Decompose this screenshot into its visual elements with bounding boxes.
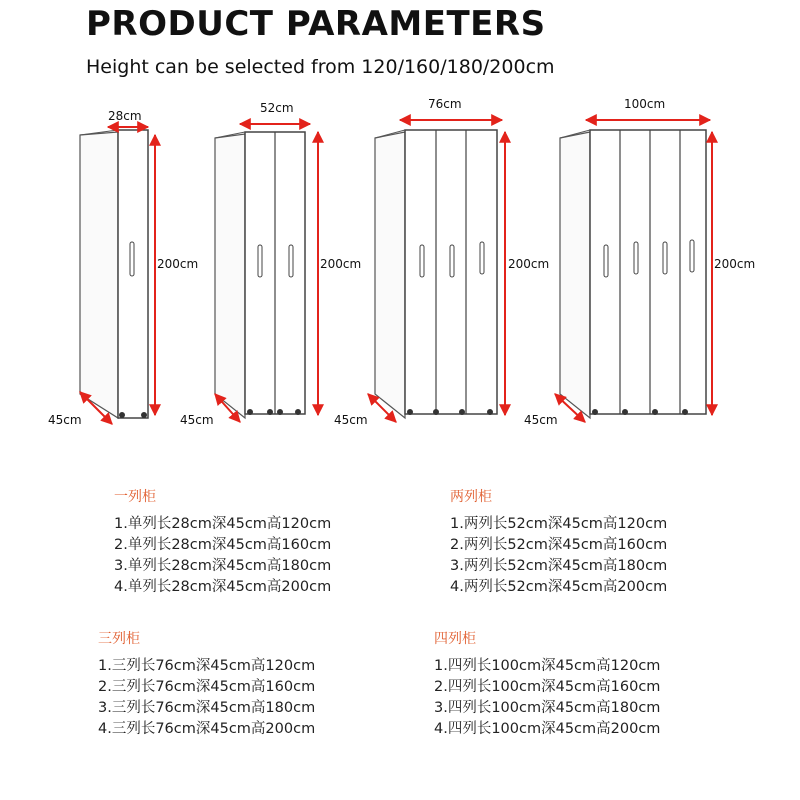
spec-list [114, 514, 331, 598]
spec-line: 1.三列长76cm深45cm高120cm [98, 658, 316, 674]
cabinet-dimensions-diagram [0, 90, 800, 440]
height-label: 200cm [320, 257, 362, 271]
depth-label: 45cm [334, 413, 368, 427]
spec-block-single [114, 486, 331, 598]
width-label: 100cm [624, 97, 666, 111]
spec-list [450, 514, 667, 598]
height-label: 200cm [508, 257, 550, 271]
depth-label: 45cm [180, 413, 214, 427]
spec-line: 1.四列长100cm深45cm高120cm [434, 658, 661, 674]
width-label: 52cm [260, 101, 294, 115]
spec-line: 4.单列长28cm深45cm高200cm [114, 579, 332, 595]
spec-line: 4.三列长76cm深45cm高200cm [98, 721, 316, 737]
depth-label: 45cm [48, 413, 82, 427]
cabinet-single [48, 109, 198, 427]
spec-title: 一列柜 [114, 489, 156, 505]
page-subtitle: Height can be selected from 120/160/180/200cm [86, 56, 555, 78]
page-title: PRODUCT PARAMETERS [86, 4, 546, 44]
spec-line: 4.四列长100cm深45cm高200cm [434, 721, 661, 737]
spec-line: 2.四列长100cm深45cm高160cm [434, 679, 661, 695]
spec-line: 1.单列长28cm深45cm高120cm [114, 516, 332, 532]
spec-line: 3.两列长52cm深45cm高180cm [450, 558, 668, 574]
depth-label: 45cm [524, 413, 558, 427]
spec-line: 3.单列长28cm深45cm高180cm [114, 558, 332, 574]
spec-list [98, 656, 315, 740]
spec-line: 3.四列长100cm深45cm高180cm [434, 700, 661, 716]
height-label: 200cm [714, 257, 756, 271]
spec-title: 三列柜 [98, 631, 140, 647]
spec-title: 两列柜 [450, 489, 492, 505]
spec-block-triple [98, 628, 315, 740]
spec-line: 2.单列长28cm深45cm高160cm [114, 537, 332, 553]
width-label: 76cm [428, 97, 462, 111]
spec-line: 2.三列长76cm深45cm高160cm [98, 679, 316, 695]
cabinet-quad [524, 97, 755, 427]
height-label: 200cm [157, 257, 199, 271]
spec-block-double [450, 486, 667, 598]
spec-line: 3.三列长76cm深45cm高180cm [98, 700, 316, 716]
spec-line: 4.两列长52cm深45cm高200cm [450, 579, 668, 595]
cabinet-double [180, 101, 361, 427]
spec-block-quad [434, 628, 660, 740]
spec-line: 1.两列长52cm深45cm高120cm [450, 516, 668, 532]
spec-title: 四列柜 [434, 631, 476, 647]
width-label: 28cm [108, 109, 142, 123]
spec-list [434, 656, 660, 740]
spec-line: 2.两列长52cm深45cm高160cm [450, 537, 668, 553]
cabinet-triple [334, 97, 549, 427]
